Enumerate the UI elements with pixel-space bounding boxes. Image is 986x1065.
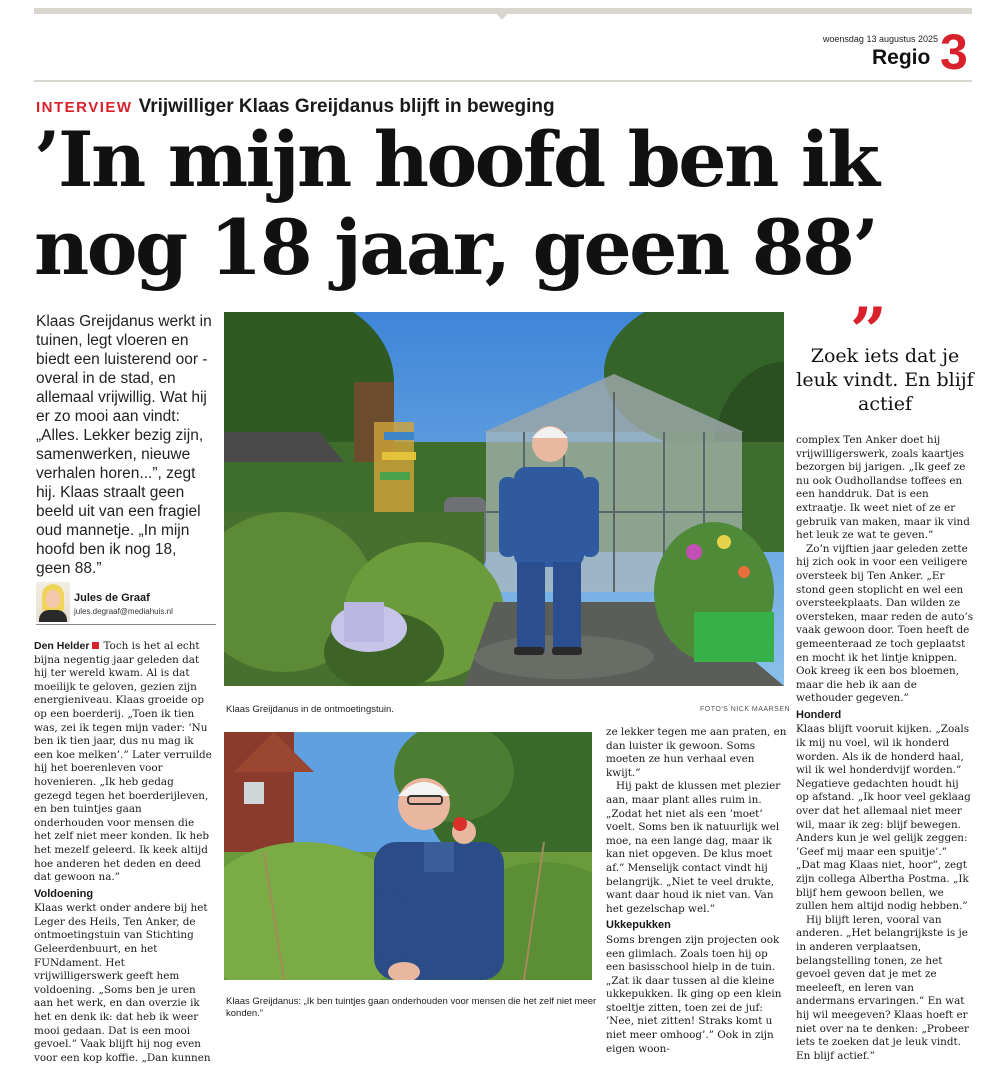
- subheading-ukkepukken: Ukkepukken: [606, 919, 671, 932]
- photo-greenhouse: [224, 312, 784, 686]
- headline-line-1: ’In mijn hoofd ben ik: [34, 115, 878, 204]
- subheading-honderd: Honderd: [796, 708, 842, 721]
- paragraph: Hij blijft leren, vooral van anderen. „Het belangrijkste is je in anderen verplaatsen, belangstelling tonen, ze het gevoel geven dat je met ze meeleeft, en leren van andermans ervaringen.” En wat hij wil meegeven? Klaas hoeft er niet over na te denken: „Probeer iets te zoeken dat je leuk vindt. En blijf actief.”: [796, 913, 969, 1062]
- top-rule-notch: [495, 12, 509, 20]
- paragraph: complex Ten Anker doet hij vrijwilligerswerk, zoals kaartjes bezorgen bij jarigen. „Ik geef ze nu ook Oudhollandse toffees en een handdruk. Dat is een extraatje. Ik weet niet of ze er gebruik van maken, maar ik vind het leuk ze wat te geven.”: [796, 434, 970, 542]
- dateline: Den Helder: [34, 640, 90, 652]
- author-email[interactable]: jules.degraaf@mediahuis.nl: [74, 607, 173, 616]
- kicker-tag: INTERVIEW: [36, 99, 133, 116]
- dateline-marker: [92, 642, 99, 649]
- author-divider: [36, 624, 216, 625]
- pullquote: Zoek iets dat je leuk vindt. En blijf actief: [796, 345, 974, 415]
- headline-line-2: nog 18 jaar, geen 88’: [34, 203, 877, 292]
- author-byline: [36, 582, 216, 622]
- paragraph: [34, 640, 214, 885]
- photo-caption-1: Klaas Greijdanus in de ontmoetingstuin.: [226, 704, 394, 715]
- paragraph: Hij pakt de klussen met plezier aan, maar plant alles ruim in. „Zodat het niet als een ’moet’ voelt. Soms ben ik natuurlijk wel moe, na een lange dag, maar ik kan niet opgeven. De klus moet af.” Menselijk contact vindt hij belangrijk. „Niet te veel drukte, want daar houd ik niet van. Van het gezelschap wel.”: [606, 780, 781, 915]
- paragraph: Klaas blijft vooruit kijken. „Zoals ik mij nu voel, wil ik honderd worden. Als ik de honderd haal, wil ik wel honderdvijf worden.” Negatieve gedachten houdt hij op afstand. „Ik hoor veel geklaag over dat het allemaal niet meer wil, maar ik zeg: blijf bewegen. Anders kun je wel gelijk zeggen: ’Geef mij maar een spuitje’.” „Dat mag Klaas niet, hoor”, zegt zijn collega Albertha Postma. „Ik blijf hem gewoon bellen, we zullen hem altijd nodig hebben.”: [796, 723, 971, 913]
- paragraph-text: Toch is het al echt bijna negentig jaar geleden dat hij ter wereld kwam. Al is dat moeilijk te geloven, gezien zijn energieniveau. Klaas groeide op op een boerderij. „Toen ik tien was, zei ik tegen mijn vader: ’Nu ben ik tien jaar, dus nu mag ik een koe melken’.” Later verruilde hij het boerenleven voor hovenieren. „Ik heb gedag gezegd tegen het boerderijleven, en ben tuintjes gaan onderhouden voor mensen die het zelf niet meer konden. Ik heb het mezelf geleerd. Ik keek altijd hoe anderen het deden en deed dat gewoon na.”: [34, 640, 212, 884]
- article-column-1: [34, 640, 214, 1065]
- page-number: 3: [940, 24, 968, 80]
- issue-date: woensdag 13 augustus 2025: [822, 34, 938, 44]
- photo-caption-2: Klaas Greijdanus: „Ik ben tuintjes gaan onderhouden voor mensen die het zelf niet meer konden.”: [226, 996, 597, 1019]
- paragraph: ze lekker tegen me aan praten, en dan luister ik gewoon. Soms moeten ze hun verhaal even kwijt.”: [606, 726, 787, 779]
- kicker-subtitle: Vrijwilliger Klaas Greijdanus blijft in beweging: [138, 96, 555, 117]
- subheading-voldoening: Voldoening: [34, 887, 94, 900]
- author-avatar: [36, 582, 70, 622]
- paragraph: Zo’n vijftien jaar geleden zette hij zich ook in voor een veiligere oversteek bij Ten Anker. „Er stond geen stoplicht en wel een oversteekplaats. Dan wilden ze oversteken, maar reden de auto’s vaak gewoon door. Toen heeft de gemeenteraad ze toch geplaatst en mocht ik het lintje knippen. Ook kreeg ik een bos bloemen, maar die heb ik aan de wethouder gegeven.”: [796, 542, 974, 705]
- photo-tomato: [224, 732, 592, 980]
- paragraph: Soms brengen zijn projecten ook een glimlach. Zoals toen hij op een basisschool hielp in de tuin. „Zat ik daar tussen al die kleine ukkepukken. Ik ging op een klein stoeltje zitten, toen zei de juf: ’Nee, niet zitten! Straks komt u niet meer omhoog’.” Ook in zijn eigen woon-: [606, 933, 782, 1055]
- section-name: Regio: [872, 46, 931, 69]
- pullquote-mark: ”: [850, 294, 887, 369]
- article-column-3: [606, 726, 788, 1056]
- masthead-rule: [34, 80, 972, 82]
- article-column-4: [796, 434, 974, 1063]
- intro-paragraph: Klaas Greijdanus werkt in tuinen, legt vloeren en biedt een luisterend oor - overal in de stad, en allemaal vrijwillig. Wat hij er zo mooi aan vindt: „Alles. Lekker bezig zijn, samenwerken, nieuwe verhalen horen...”, zegt hij. Klaas straalt geen beeld uit van een fragiel oud mannetje. „In mijn hoofd ben ik nog 18, geen 88.”: [36, 313, 212, 577]
- author-name: Jules de Graaf: [74, 592, 150, 604]
- photo-credit: FOTO'S NICK MAARSEN: [700, 706, 791, 713]
- headline: [34, 116, 974, 292]
- paragraph: Klaas werkt onder andere bij het Leger des Heils, Ten Anker, de ontmoetingstuin van Stichting Geleerdenbuurt, en het FUNdament. Het vrijwilligerswerk geeft hem voldoening. „Soms ben je uren aan het werk, en dan overzie ik het en denk ik: dat heb ik weer mooi gedaan. Dat is een mooi gevoel.” Vaak blijft hij nog even voor een kop koffie. „Dan kunnen: [34, 902, 211, 1064]
